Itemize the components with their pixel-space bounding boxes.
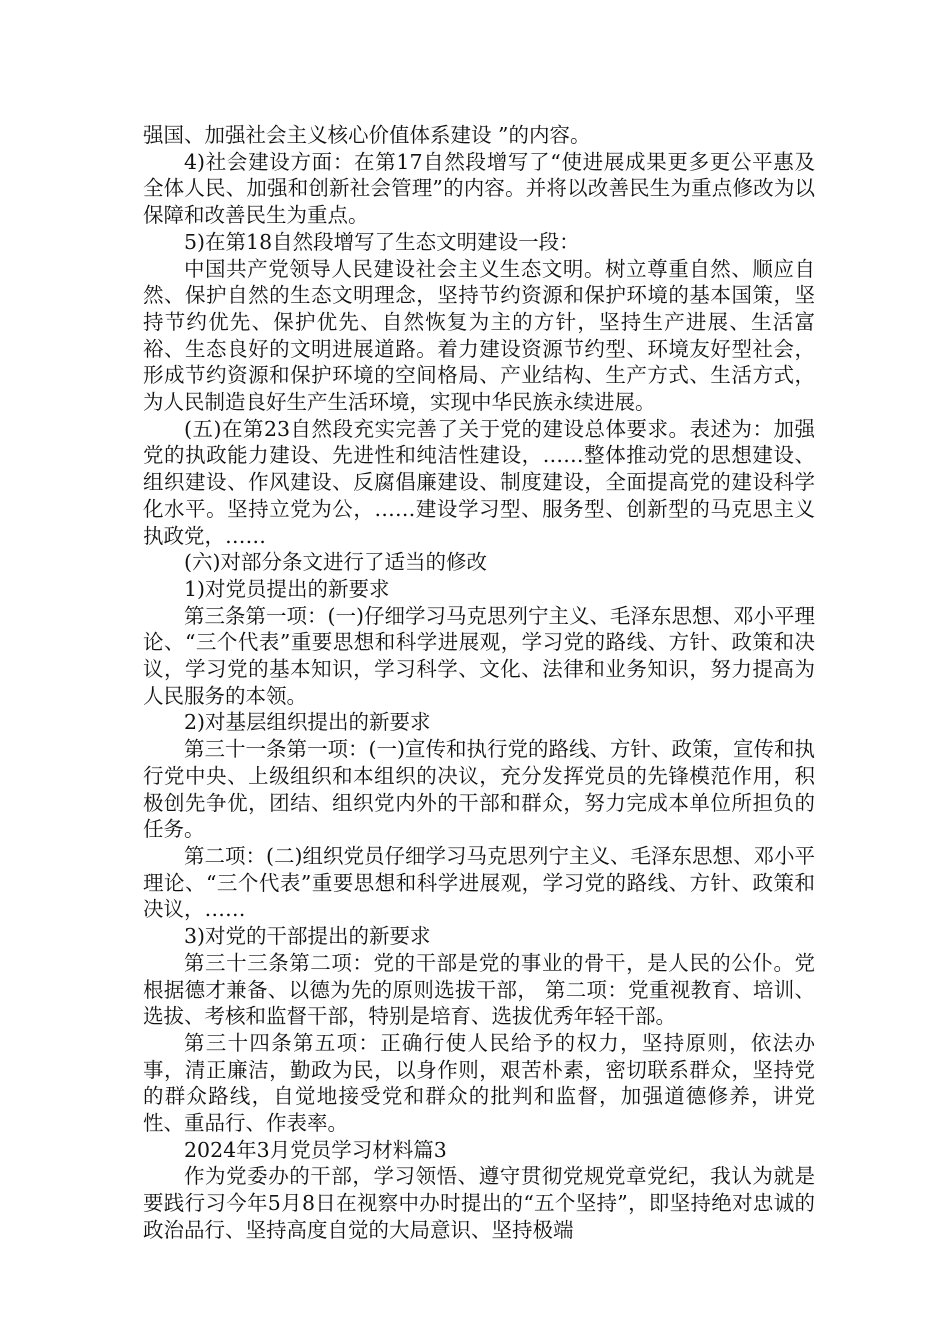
paragraph: 中国共产党领导人民建设社会主义生态文明。树立尊重自然、顺应自然、保护自然的生态文明理念，坚持节约资源和保护环境的基本国策，坚持节约优先、保护优先、自然恢复为主的方针，坚持生产进展、生活富裕、生态良好的文明进展道路。着力建设资源节约型、环境友好型社会，形成节约资源和保护环境的空间格局、产业结构、生产方式、生活方式，为人民制造良好生产生活环境，实现中华民族永续进展。 [143, 256, 815, 415]
section-heading: 2024年3月党员学习材料篇3 [184, 1137, 447, 1162]
document-body [143, 122, 815, 1244]
paragraph: 4)社会建设方面：在第17自然段增写了“使进展成果更多更公平惠及全体人民、加强和创新社会管理”的内容。并将以改善民生为重点修改为以保障和改善民生为重点。 [143, 149, 815, 228]
paragraph: 5)在第18自然段增写了生态文明建设一段： [184, 229, 580, 254]
paragraph: 1)对党员提出的新要求 [184, 576, 390, 601]
paragraph: 第三条第一项：(一)仔细学习马克思列宁主义、毛泽东思想、邓小平理论、“三个代表”重要思想和科学进展观，学习党的路线、方针、政策和决议，学习党的基本知识，学习科学、文化、法律和业务知识，努力提高为人民服务的本领。 [143, 603, 815, 708]
paragraph: 第三十四条第五项：正确行使人民给予的权力，坚持原则，依法办事，清正廉洁，勤政为民，以身作则，艰苦朴素，密切联系群众，坚持党的群众路线，自觉地接受党和群众的批判和监督，加强道德修养，讲党性、重品行、作表率。 [143, 1030, 815, 1136]
paragraph: 第三十一条第一项：(一)宣传和执行党的路线、方针、政策，宣传和执行党中央、上级组织和本组织的决议，充分发挥党员的先锋模范作用，积极创先争优，团结、组织党内外的干部和群众，努力完成本单位所担负的任务。 [143, 737, 815, 842]
paragraph: 第三十三条第二项：党的干部是党的事业的骨干，是人民的公仆。党根据德才兼备、以德为先的原则选拔干部， 第二项：党重视教育、培训、选拔、考核和监督干部，特别是培育、选拔优秀年轻干部。 [143, 950, 815, 1029]
paragraph: (六)对部分条文进行了适当的修改 [184, 550, 487, 575]
paragraph: (五)在第23自然段充实完善了关于党的建设总体要求。表述为：加强党的执政能力建设、先进性和纯洁性建设，……整体推动党的思想建设、组织建设、作风建设、反腐倡廉建设、制度建设，全面提高党的建设科学化水平。坚持立党为公，……建设学习型、服务型、创新型的马克思主义执政党，…… [143, 416, 815, 548]
paragraph: 作为党委办的干部，学习领悟、遵守贯彻党规党章党纪，我认为就是要践行习今年5月8日在视察中办时提出的“五个坚持”，即坚持绝对忠诚的政治品行、坚持高度自觉的大局意识、坚持极端 [143, 1164, 815, 1242]
paragraph: 第二项：(二)组织党员仔细学习马克思列宁主义、毛泽东思想、邓小平理论、“三个代表”重要思想和科学进展观，学习党的路线、方针、政策和决议，…… [143, 843, 815, 922]
paragraph: 强国、加强社会主义核心价值体系建设 ”的内容。 [143, 123, 591, 147]
paragraph: 2)对基层组织提出的新要求 [184, 710, 431, 735]
paragraph: 3)对党的干部提出的新要求 [184, 924, 431, 949]
